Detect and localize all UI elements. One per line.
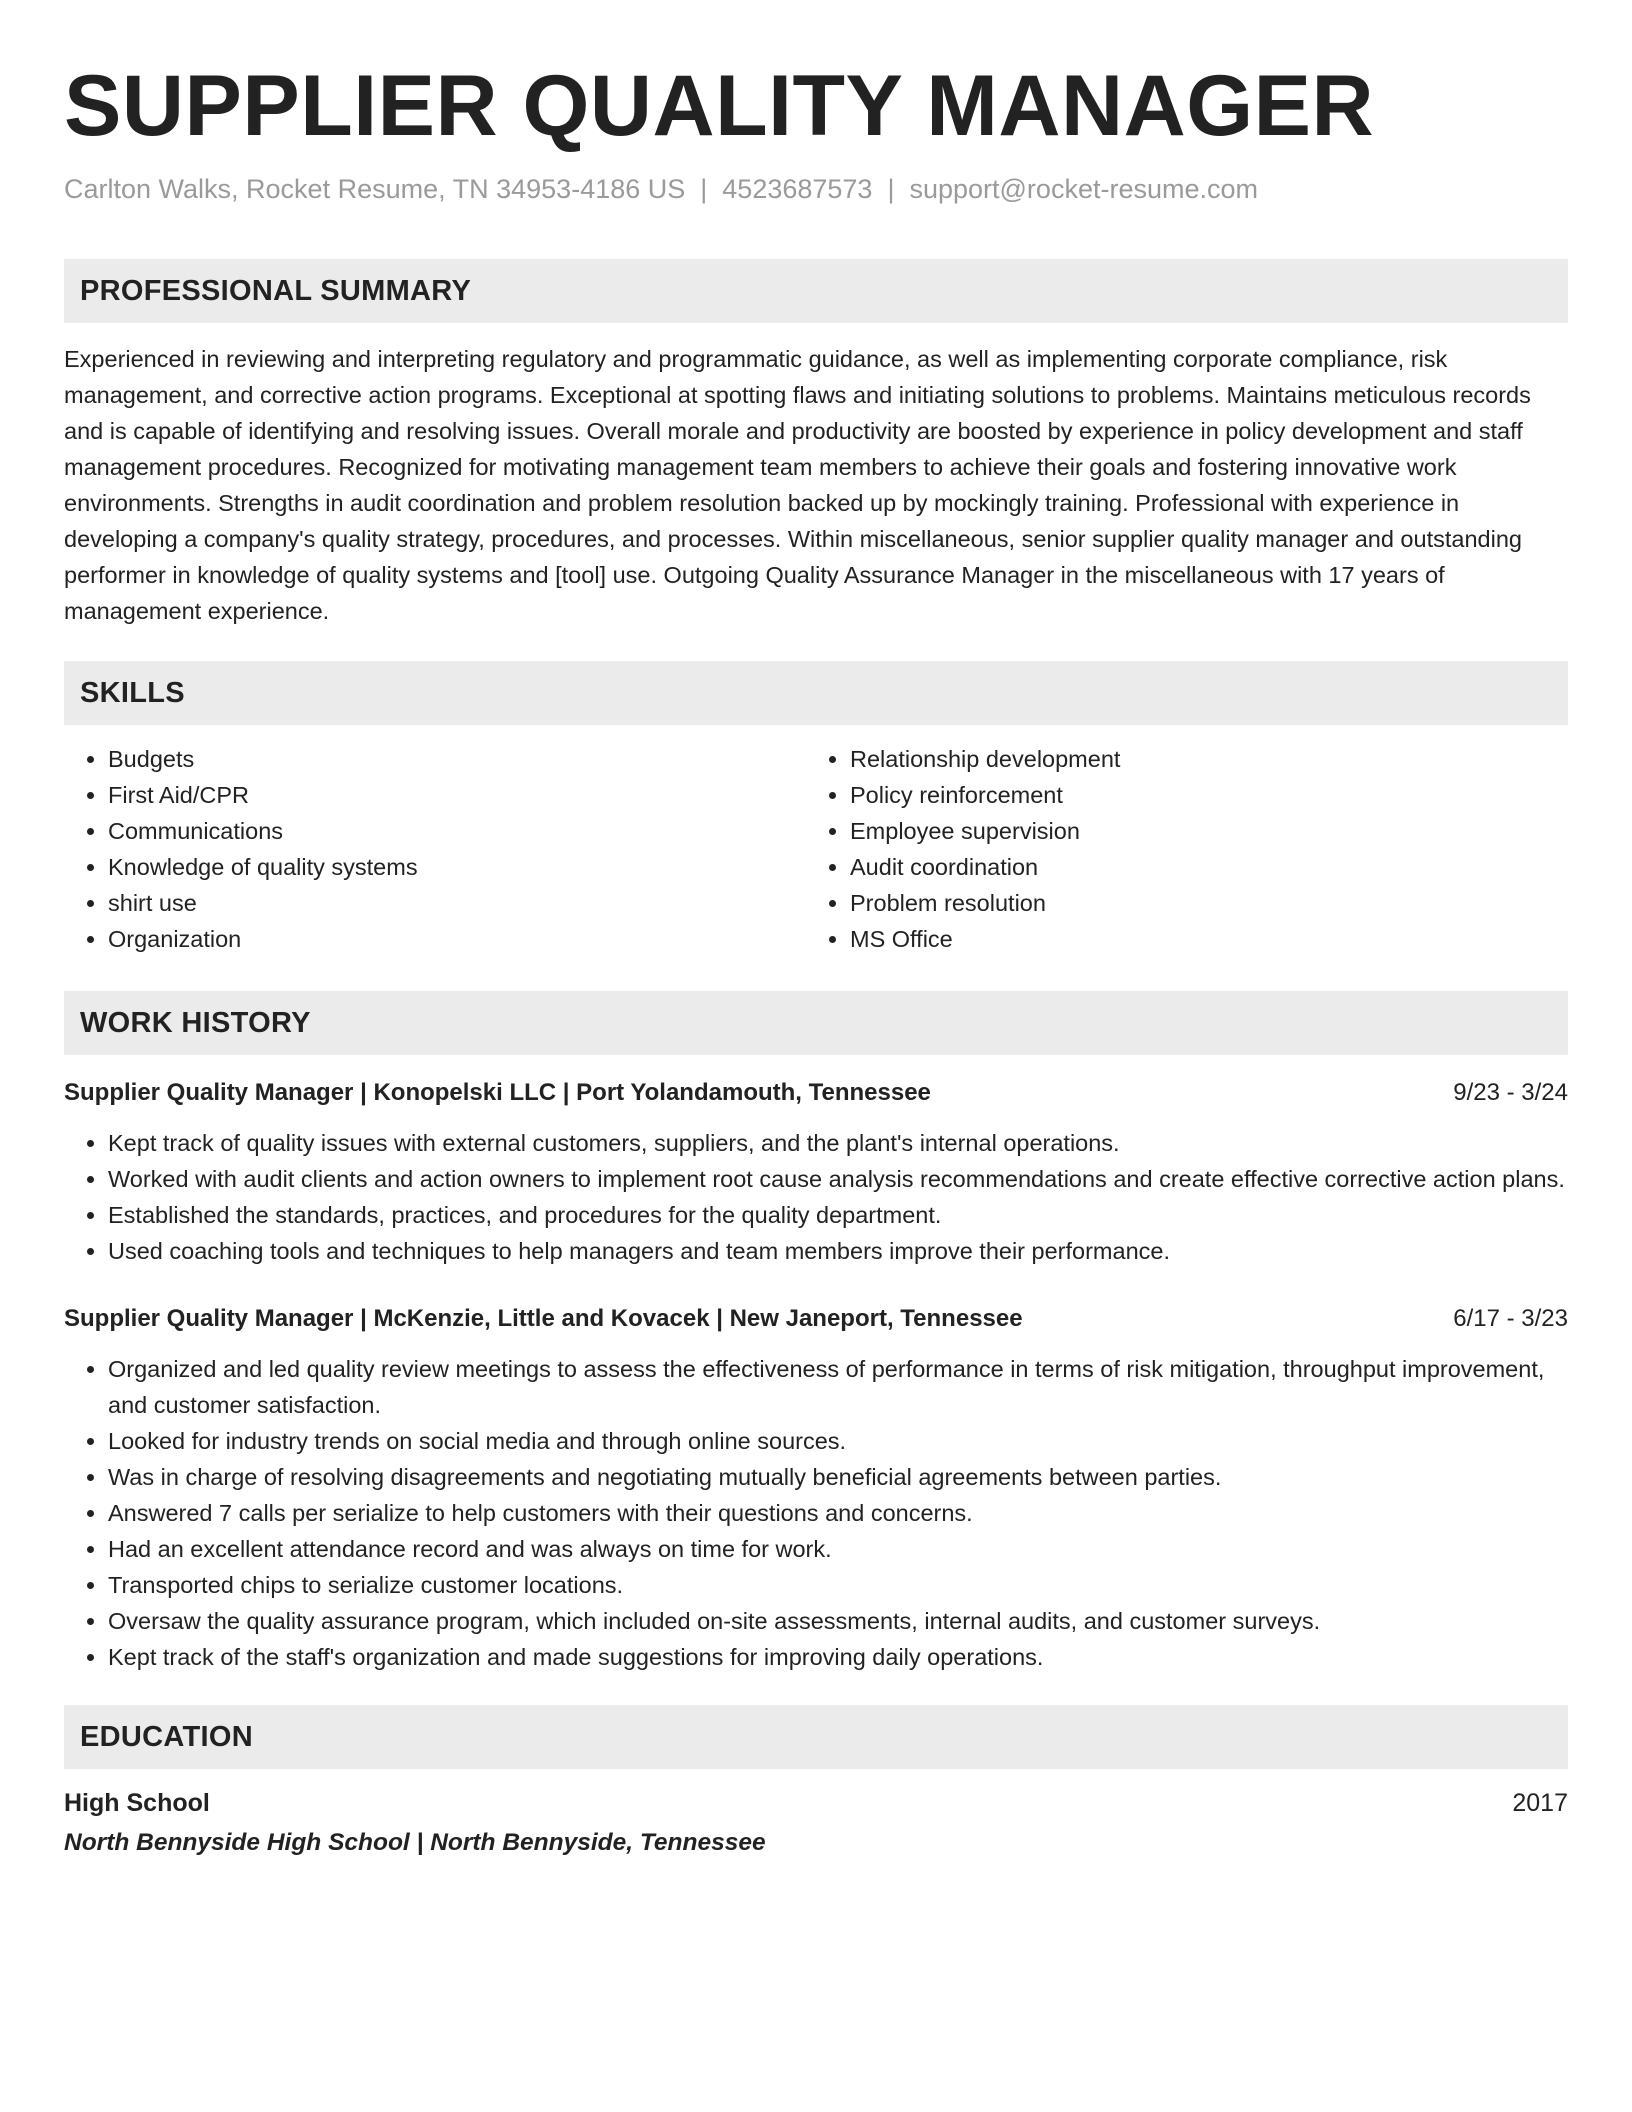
job-bullet: • Answered 7 calls per serialize to help customers with their questions and concerns. [108,1495,1568,1531]
job-title: Supplier Quality Manager | McKenzie, Little and Kovacek | New Janeport, Tennessee [64,1305,1023,1332]
summary-block [64,341,1568,629]
section-heading-summary: PROFESSIONAL SUMMARY [64,259,1568,323]
education-degree: High School [64,1789,210,1817]
job-bullets [64,1125,1568,1269]
summary-text: Experienced in reviewing and interpreting regulatory and programmatic guidance, as well as implementing corporate compliance, risk management, and corrective action programs. Exceptional at spotting flaws and initiating solutions to problems. Maintains meticulous records and is capable of identifying and resolving issues. Overall morale and productivity are boosted by experience in policy development and staff management procedures. Recognized for motivating management team members to achieve their goals and fostering innovative work environments. Strengths in audit coordination and problem resolution backed up by mockingly training. Professional with experience in developing a company's quality strategy, procedures, and processes. Within miscellaneous, senior supplier quality manager and outstanding performer in knowledge of quality systems and [tool] use. Outgoing Quality Assurance Manager in the miscellaneous with 17 years of management experience. [64,346,1531,624]
job-bullet: • Worked with audit clients and action owners to implement root cause analysis recommendations and create effective corrective action plans. [108,1161,1568,1197]
job-bullet: • Organized and led quality review meetings to assess the effectiveness of performance in terms of risk mitigation, throughput improvement, and customer satisfaction. [108,1351,1568,1423]
skill-item: • First Aid/CPR [108,777,806,813]
job-dates: 6/17 - 3/23 [1453,1305,1568,1332]
job-bullet: • Used coaching tools and techniques to help managers and team members improve their performance. [108,1233,1568,1269]
education-header [64,1785,1568,1821]
job-dates: 9/23 - 3/24 [1453,1079,1568,1106]
skill-item: • Communications [108,813,806,849]
job-bullet: • Established the standards, practices, and procedures for the quality department. [108,1197,1568,1233]
skill-item: • MS Office [850,921,1548,957]
job-entry [64,1301,1568,1675]
skills-list-right [806,741,1548,957]
skill-item: • shirt use [108,885,806,921]
contact-email: support@rocket-resume.com [909,174,1258,204]
education-school: North Bennyside High School | North Bennyside, Tennessee [64,1829,766,1856]
skills-block [64,741,1568,957]
skill-item: • Policy reinforcement [850,777,1548,813]
skill-item: • Problem resolution [850,885,1548,921]
job-header [64,1301,1568,1337]
contact-address: Carlton Walks, Rocket Resume, TN 34953-4186 US [64,174,686,204]
skill-item: • Organization [108,921,806,957]
contact-separator: | [700,174,708,204]
job-bullet: • Oversaw the quality assurance program, which included on-site assessments, internal audits, and customer surveys. [108,1603,1568,1639]
education-year: 2017 [1512,1789,1568,1817]
job-bullet: • Was in charge of resolving disagreements and negotiating mutually beneficial agreements between parties. [108,1459,1568,1495]
skills-list-left [64,741,806,957]
job-bullet: • Had an excellent attendance record and was always on time for work. [108,1531,1568,1567]
contact-phone: 4523687573 [722,174,873,204]
job-bullets [64,1351,1568,1675]
skill-item: • Relationship development [850,741,1548,777]
section-heading-work-history: WORK HISTORY [64,991,1568,1055]
skill-item: • Knowledge of quality systems [108,849,806,885]
job-title: Supplier Quality Manager | Konopelski LLC | Port Yolandamouth, Tennessee [64,1079,931,1106]
section-heading-education: EDUCATION [64,1705,1568,1769]
job-bullet: • Kept track of the staff's organization and made suggestions for improving daily operations. [108,1639,1568,1675]
job-entry [64,1075,1568,1269]
contact-separator: | [887,174,895,204]
resume-title: SUPPLIER QUALITY MANAGER [64,58,1375,154]
job-header [64,1075,1568,1111]
contact-line [64,172,1568,206]
skill-item: • Audit coordination [850,849,1548,885]
skill-item: • Budgets [108,741,806,777]
skill-item: • Employee supervision [850,813,1548,849]
job-bullet: • Transported chips to serialize customer locations. [108,1567,1568,1603]
section-heading-skills: SKILLS [64,661,1568,725]
job-bullet: • Kept track of quality issues with external customers, suppliers, and the plant's internal operations. [108,1125,1568,1161]
job-bullet: • Looked for industry trends on social media and through online sources. [108,1423,1568,1459]
education-entry [64,1785,1568,1861]
